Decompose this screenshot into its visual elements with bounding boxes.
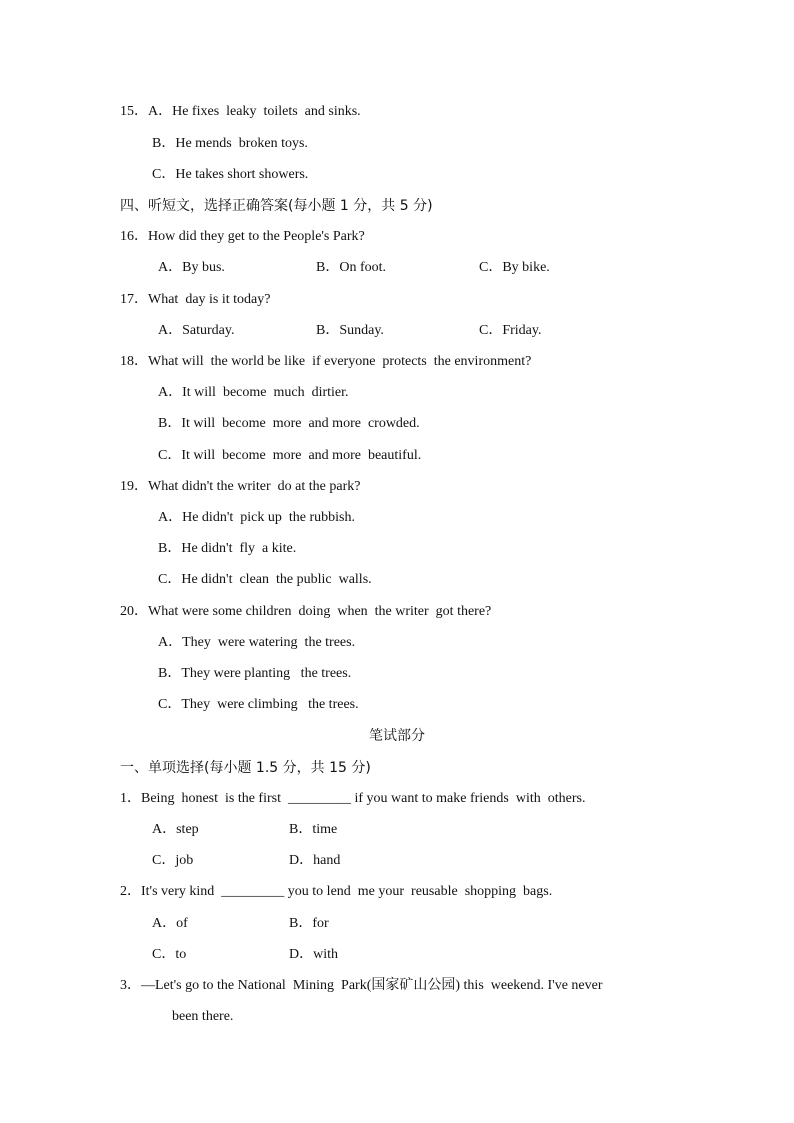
w2-option-c: C．to xyxy=(152,947,187,962)
q15-option-b: B．He mends broken toys. xyxy=(152,136,308,151)
q19-option-c: C．He didn't clean the public walls. xyxy=(158,572,372,587)
q17-question: 17．What day is it today? xyxy=(120,292,271,307)
q18-option-c: C．It will become more and more beautiful. xyxy=(158,448,422,463)
section1-heading: 一、单项选择(每小题 1.5 分，共 15 分) xyxy=(120,760,371,776)
q19-option-a: A．He didn't pick up the rubbish. xyxy=(158,510,355,525)
q16-option-c: C．By bike. xyxy=(479,260,550,275)
w3-question: 3．—Let's go to the National Mining Park(国家矿山公园) this weekend. I've never xyxy=(120,978,603,993)
q18-question: 18．What will the world be like if everyone protects the environment? xyxy=(120,354,532,369)
q17-option-c: C．Friday. xyxy=(479,323,542,338)
w3-continuation: been there. xyxy=(172,1009,234,1024)
q17-option-a: A．Saturday. xyxy=(158,323,235,338)
q16-option-a: A．By bus. xyxy=(158,260,225,275)
q20-question: 20．What were some children doing when the writer got there? xyxy=(120,604,492,619)
w1-question: 1．Being honest is the first _________ if you want to make friends with others. xyxy=(120,791,586,806)
q20-option-b: B．They were planting the trees. xyxy=(158,666,352,681)
q15-option-c: C．He takes short showers. xyxy=(152,167,309,182)
section4-heading: 四、听短文，选择正确答案(每小题 1 分，共 5 分) xyxy=(120,198,433,214)
w2-option-a: A．of xyxy=(152,916,188,931)
w1-option-d: D．hand xyxy=(289,853,341,868)
w1-option-c: C．job xyxy=(152,853,194,868)
q20-option-c: C．They were climbing the trees. xyxy=(158,697,359,712)
q15-question: 15．A．He fixes leaky toilets and sinks. xyxy=(120,104,361,119)
q20-option-a: A．They were watering the trees. xyxy=(158,635,356,650)
q19-question: 19．What didn't the writer do at the park? xyxy=(120,479,361,494)
w1-option-a: A．step xyxy=(152,822,199,837)
q19-option-b: B．He didn't fly a kite. xyxy=(158,541,297,556)
q17-option-b: B．Sunday. xyxy=(316,323,384,338)
written-part-title: 笔试部分 xyxy=(369,728,425,744)
q18-option-b: B．It will become more and more crowded. xyxy=(158,416,420,431)
w1-option-b: B．time xyxy=(289,822,338,837)
q18-option-a: A．It will become much dirtier. xyxy=(158,385,349,400)
w2-option-b: B．for xyxy=(289,916,329,931)
q16-question: 16．How did they get to the People's Park? xyxy=(120,229,365,244)
w2-question: 2．It's very kind _________ you to lend me your reusable shopping bags. xyxy=(120,884,553,899)
w2-option-d: D．with xyxy=(289,947,338,962)
q16-option-b: B．On foot. xyxy=(316,260,386,275)
